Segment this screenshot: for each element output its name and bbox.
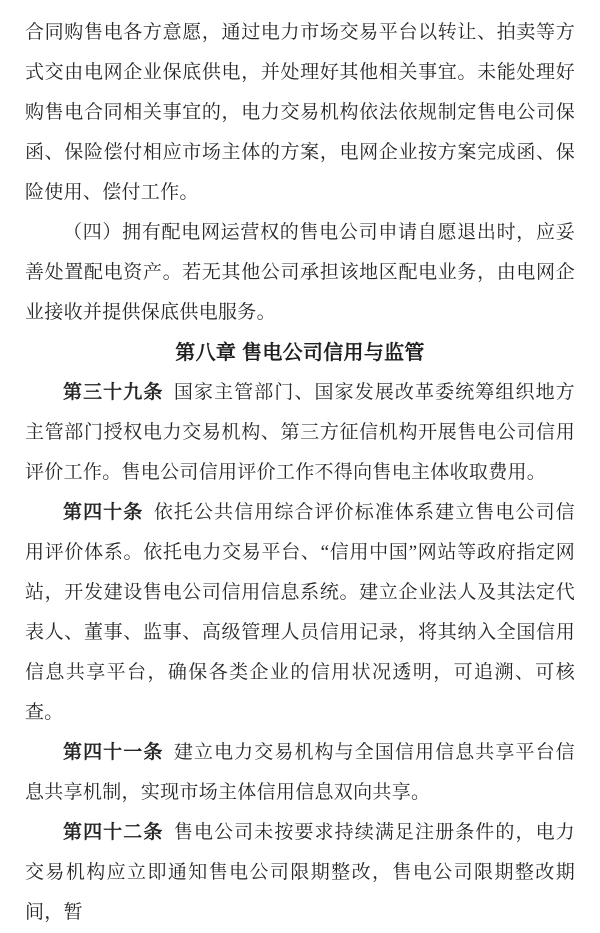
article-number: 第四十条 — [63, 502, 144, 523]
paragraph-text: 建立电力交易机构与全国信用信息共享平台信息共享机制，实现市场主体信用信息双向共享。 — [25, 742, 575, 803]
paragraph-text: 售电公司未按要求持续满足注册条件的，电力交易机构应立即通知售电公司限期整改，售电公司限期整改期间，暂 — [25, 822, 575, 923]
paragraph-article-39 — [25, 373, 575, 493]
paragraph-text: （四）拥有配电网运营权的售电公司申请自愿退出时，应妥善处置配电资产。若无其他公司承担该地区配电业务，由电网企业接收并提供保底供电服务。 — [25, 222, 575, 323]
article-number: 第四十二条 — [63, 822, 164, 843]
paragraph-article-42 — [25, 813, 575, 933]
article-number: 第三十九条 — [63, 382, 164, 403]
paragraph-text: 依托公共信用综合评价标准体系建立售电公司信用评价体系。依托电力交易平台、“信用中国”网站等政府指定网站，开发建设售电公司信用信息系统。建立企业法人及其法定代表人、董事、监事、高级管理人员信用记录，将其纳入全国信用信息共享平台，确保各类企业的信用状况透明，可追溯、可核查。 — [25, 502, 575, 723]
paragraph-text: 国家主管部门、国家发展改革委统筹组织地方主管部门授权电力交易机构、第三方征信机构开展售电公司信用评价工作。售电公司信用评价工作不得向售电主体收取费用。 — [25, 382, 575, 483]
paragraph-continuation — [25, 13, 575, 213]
paragraph-article-40 — [25, 493, 575, 733]
article-number: 第四十一条 — [63, 742, 164, 763]
chapter-heading: 第八章 售电公司信用与监管 — [175, 342, 425, 364]
paragraph-article-41 — [25, 733, 575, 813]
paragraph-text: 合同购售电各方意愿，通过电力市场交易平台以转让、拍卖等方式交由电网企业保底供电，并处理好其他相关事宜。未能处理好购售电合同相关事宜的，电力交易机构依法依规制定售电公司保函、保险偿付相应市场主体的方案，电网企业按方案完成函、保险使用、偿付工作。 — [25, 22, 575, 203]
paragraph-item-four — [25, 213, 575, 333]
